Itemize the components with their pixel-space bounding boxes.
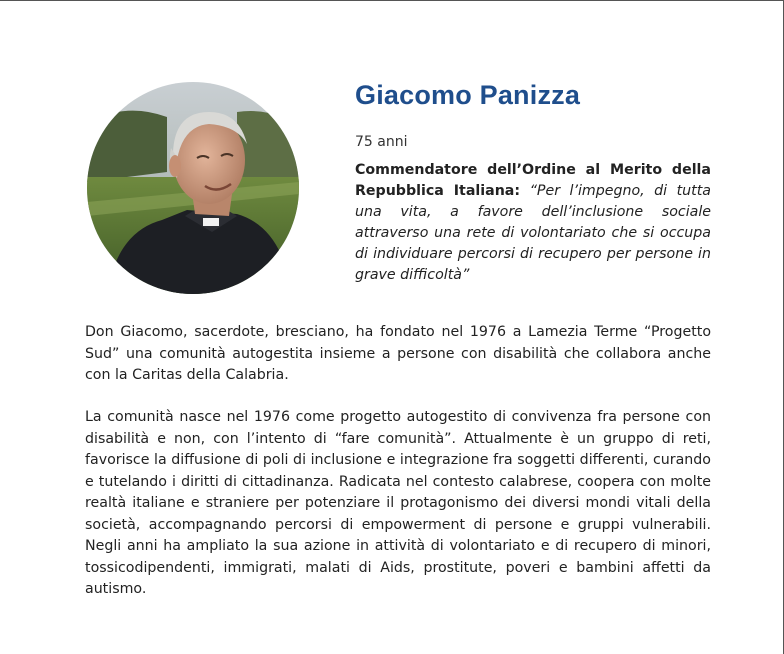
- award-block: [355, 160, 711, 286]
- person-name: Giacomo Panizza: [355, 80, 581, 110]
- person-age: 75 anni: [355, 134, 408, 150]
- top-border: [0, 0, 784, 1]
- award-motivation: “Per l’impegno, di tutta una vita, a favore dell’inclusione sociale attraverso una rete di volontariato che si occupa di individuare percorsi di recupero per persone in grave difficoltà”: [355, 183, 711, 283]
- biography-paragraph-1: Don Giacomo, sacerdote, bresciano, ha fondato nel 1976 a Lamezia Terme “Progetto Sud” una comunità autogestita insieme a persone con disabilità che collabora anche con la Caritas della Calabria.: [85, 324, 711, 383]
- portrait-photo: [87, 82, 299, 294]
- biography-paragraph-2: La comunità nasce nel 1976 come progetto autogestito di convivenza fra persone con disabilità e non, con l’intento di “fare comunità”. Attualmente è un gruppo di reti, favorisce la diffusione di poli di inclusione e integrazione fra soggetti differenti, curando e tutelando i diritti di cittadinanza. Radicata nel contesto calabrese, coopera con molte realtà italiane e straniere per potenziare il protagonismo dei diversi mondi vitali della società, accompagnando percorsi di empowerment di persone e gruppi vulnerabili. Negli anni ha ampliato la sua azione in attività di volontariato e di recupero di minori, tossicodipendenti, immigrati, malati di Aids, prostitute, poveri e bambini affetti da autismo.: [85, 409, 711, 597]
- award-title: Commendatore dell’Ordine al Merito della Repubblica Italiana:: [355, 162, 711, 199]
